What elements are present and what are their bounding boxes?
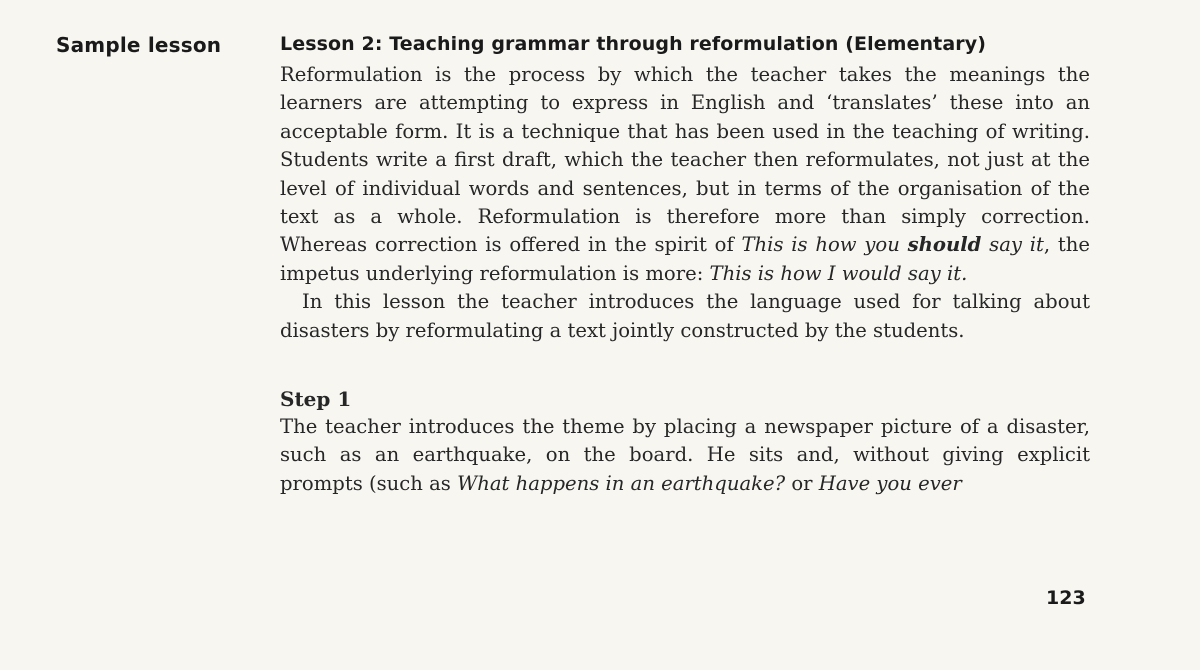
intro-italic-bold: should <box>907 233 982 257</box>
section-label: Sample lesson <box>56 33 222 57</box>
intro-italic-text-b: say it <box>981 233 1044 257</box>
step-1-heading: Step 1 <box>280 387 352 412</box>
intro-italic-quote-1 <box>741 233 1043 256</box>
intro-italic-text-a: This is how you <box>741 233 908 257</box>
step-1-italic-prompt-1: What happens in an earthquake? <box>457 471 786 495</box>
step-1-text: The teacher introduces the theme by placing a newspaper picture of a disaster, such as an earthquake, on the board. He sits and, without giving explicit prompts (such as <box>280 415 1090 495</box>
step-1-italic-prompt-2: Have you ever <box>818 471 962 495</box>
intro-paragraph <box>280 61 1090 288</box>
intro-text: Reformulation is the process by which the teacher takes the meanings the learners are attempting to express in English and ‘translates’ these into an acceptable form. It is a technique that has been used in the teaching of writing. Students write a first draft, which the teacher then reformulates, not just at the level of individual words and sentences, but in terms of the organisation of the text as a whole. Reformulation is therefore more than simply correction. Whereas correction is offered in the spirit of <box>280 63 1090 257</box>
intro-italic-quote-2: This is how I would say it. <box>709 261 968 285</box>
step-1-text-2: or <box>785 471 819 495</box>
lesson-summary-paragraph: In this lesson the teacher introduces the language used for talking about disasters by reformulating a text jointly constructed by the students. <box>280 290 1090 342</box>
page-number: 123 <box>1046 587 1086 609</box>
intro-text-2: , the impetus underlying reformulation is more: <box>280 233 1090 285</box>
lesson-content <box>280 33 1090 498</box>
lesson-title: Lesson 2: Teaching grammar through reformulation (Elementary) <box>280 33 987 55</box>
step-1-paragraph <box>280 413 1090 498</box>
